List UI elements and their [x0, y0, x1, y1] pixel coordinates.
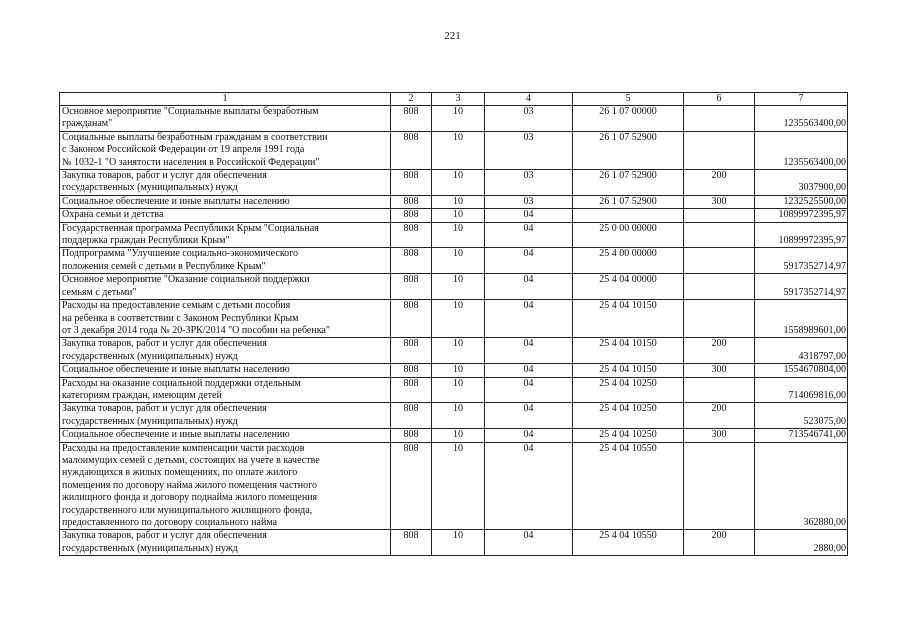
target-article-cell: 26 1 07 52900	[573, 195, 684, 208]
expense-type-cell	[684, 274, 755, 300]
section-code-cell: 10	[432, 403, 485, 429]
expense-name-cell: Социальное обеспечение и иные выплаты населению	[60, 364, 391, 377]
subsection-code-cell: 03	[485, 131, 573, 169]
department-code-cell: 808	[391, 195, 432, 208]
amount-cell: 713546741,00	[755, 429, 848, 442]
department-code-cell: 808	[391, 338, 432, 364]
department-code-cell: 808	[391, 248, 432, 274]
subsection-code-cell: 03	[485, 106, 573, 132]
section-code-cell: 10	[432, 274, 485, 300]
expense-name-cell: Основное мероприятие "Социальные выплаты безработным гражданам"	[60, 106, 391, 132]
header-cell: 2	[391, 93, 432, 106]
table-header-row	[60, 93, 848, 106]
section-code-cell: 10	[432, 195, 485, 208]
subsection-code-cell: 04	[485, 429, 573, 442]
target-article-cell: 25 4 04 10250	[573, 377, 684, 403]
amount-cell: 10899972395,97	[755, 222, 848, 248]
subsection-code-cell: 04	[485, 300, 573, 338]
table-row	[60, 195, 848, 208]
expense-type-cell	[684, 248, 755, 274]
section-code-cell: 10	[432, 170, 485, 196]
subsection-code-cell: 04	[485, 222, 573, 248]
table-row	[60, 364, 848, 377]
header-cell: 7	[755, 93, 848, 106]
target-article-cell: 25 4 04 10250	[573, 403, 684, 429]
department-code-cell: 808	[391, 364, 432, 377]
table-row	[60, 429, 848, 442]
table-row	[60, 377, 848, 403]
expense-type-cell: 200	[684, 403, 755, 429]
target-article-cell: 25 4 00 00000	[573, 248, 684, 274]
expense-type-cell: 200	[684, 338, 755, 364]
expense-type-cell: 200	[684, 530, 755, 556]
target-article-cell: 26 1 07 52900	[573, 170, 684, 196]
department-code-cell: 808	[391, 530, 432, 556]
section-code-cell: 10	[432, 338, 485, 364]
amount-cell: 10899972395,97	[755, 209, 848, 222]
table-row	[60, 222, 848, 248]
amount-cell: 1235563400,00	[755, 131, 848, 169]
section-code-cell: 10	[432, 222, 485, 248]
department-code-cell: 808	[391, 377, 432, 403]
expense-name-cell: Охрана семьи и детства	[60, 209, 391, 222]
table-row	[60, 338, 848, 364]
table-row	[60, 209, 848, 222]
department-code-cell: 808	[391, 274, 432, 300]
department-code-cell: 808	[391, 403, 432, 429]
expense-type-cell	[684, 131, 755, 169]
expense-name-cell: Социальное обеспечение и иные выплаты населению	[60, 195, 391, 208]
table-row	[60, 274, 848, 300]
budget-table	[59, 92, 848, 556]
subsection-code-cell: 04	[485, 209, 573, 222]
department-code-cell: 808	[391, 209, 432, 222]
expense-name-cell: Основное мероприятие "Оказание социальной поддержки семьям с детьми"	[60, 274, 391, 300]
section-code-cell: 10	[432, 377, 485, 403]
expense-type-cell	[684, 377, 755, 403]
table-row	[60, 530, 848, 556]
expense-name-cell: Социальное обеспечение и иные выплаты населению	[60, 429, 391, 442]
expense-name-cell: Государственная программа Республики Крым "Социальная поддержка граждан Республики Крым"	[60, 222, 391, 248]
amount-cell: 1235563400,00	[755, 106, 848, 132]
target-article-cell: 25 4 04 10150	[573, 364, 684, 377]
section-code-cell: 10	[432, 442, 485, 530]
department-code-cell: 808	[391, 170, 432, 196]
expense-type-cell: 300	[684, 364, 755, 377]
expense-name-cell: Подпрограмма "Улучшение социально-экономического положения семей с детьми в Республике Крым"	[60, 248, 391, 274]
page-number: 221	[444, 30, 461, 42]
expense-name-cell: Закупка товаров, работ и услуг для обеспечения государственных (муниципальных) нужд	[60, 403, 391, 429]
subsection-code-cell: 04	[485, 377, 573, 403]
expense-type-cell	[684, 442, 755, 530]
header-cell: 5	[573, 93, 684, 106]
target-article-cell: 26 1 07 00000	[573, 106, 684, 132]
expense-name-cell: Социальные выплаты безработным гражданам в соответствии с Законом Российской Федерации от 19 апреля 1991 года № 1032-1 "О занятости населения в Российской Федерации"	[60, 131, 391, 169]
expense-name-cell: Закупка товаров, работ и услуг для обеспечения государственных (муниципальных) нужд	[60, 170, 391, 196]
header-cell: 3	[432, 93, 485, 106]
expense-type-cell: 300	[684, 195, 755, 208]
section-code-cell: 10	[432, 248, 485, 274]
subsection-code-cell: 04	[485, 403, 573, 429]
department-code-cell: 808	[391, 442, 432, 530]
department-code-cell: 808	[391, 429, 432, 442]
section-code-cell: 10	[432, 530, 485, 556]
target-article-cell: 25 4 04 10150	[573, 338, 684, 364]
expense-type-cell	[684, 106, 755, 132]
section-code-cell: 10	[432, 300, 485, 338]
section-code-cell: 10	[432, 364, 485, 377]
expense-name-cell: Расходы на оказание социальной поддержки отдельным категориям граждан, имеющим детей	[60, 377, 391, 403]
target-article-cell: 25 4 04 10550	[573, 530, 684, 556]
amount-cell: 714069816,00	[755, 377, 848, 403]
target-article-cell: 25 4 04 10150	[573, 300, 684, 338]
subsection-code-cell: 03	[485, 195, 573, 208]
amount-cell: 362880,00	[755, 442, 848, 530]
expense-name-cell: Расходы на предоставление семьям с детьми пособия на ребенка в соответствии с Законом Республики Крым от 3 декабря 2014 года № 20-ЗРК/2014 "О пособии на ребенка"	[60, 300, 391, 338]
expense-name-cell: Расходы на предоставление компенсации части расходов малоимущих семей с детьми, состоящих на учете в качестве нуждающихся в жилых помещениях, по оплате жилого помещения по договору найма жилого помещения частного жилищного фонда и договору поднайма жилого помещения государственного или муниципального жилищного фонда, предоставленного по договору социального найма	[60, 442, 391, 530]
section-code-cell: 10	[432, 131, 485, 169]
header-cell: 4	[485, 93, 573, 106]
target-article-cell: 25 4 04 10550	[573, 442, 684, 530]
header-cell: 6	[684, 93, 755, 106]
expense-type-cell: 300	[684, 429, 755, 442]
target-article-cell: 25 0 00 00000	[573, 222, 684, 248]
section-code-cell: 10	[432, 106, 485, 132]
expense-name-cell: Закупка товаров, работ и услуг для обеспечения государственных (муниципальных) нужд	[60, 530, 391, 556]
department-code-cell: 808	[391, 222, 432, 248]
section-code-cell: 10	[432, 209, 485, 222]
table-row	[60, 442, 848, 530]
amount-cell: 1232525500,00	[755, 195, 848, 208]
amount-cell: 1558989601,00	[755, 300, 848, 338]
subsection-code-cell: 04	[485, 338, 573, 364]
amount-cell: 1554670804,00	[755, 364, 848, 377]
subsection-code-cell: 04	[485, 274, 573, 300]
expense-name-cell: Закупка товаров, работ и услуг для обеспечения государственных (муниципальных) нужд	[60, 338, 391, 364]
target-article-cell: 25 4 04 00000	[573, 274, 684, 300]
department-code-cell: 808	[391, 106, 432, 132]
section-code-cell: 10	[432, 429, 485, 442]
amount-cell: 5917352714,97	[755, 248, 848, 274]
target-article-cell: 26 1 07 52900	[573, 131, 684, 169]
subsection-code-cell: 04	[485, 442, 573, 530]
amount-cell: 523075,00	[755, 403, 848, 429]
table-row	[60, 248, 848, 274]
department-code-cell: 808	[391, 131, 432, 169]
target-article-cell	[573, 209, 684, 222]
amount-cell: 2880,00	[755, 530, 848, 556]
target-article-cell: 25 4 04 10250	[573, 429, 684, 442]
table-row	[60, 300, 848, 338]
table-row	[60, 403, 848, 429]
header-cell: 1	[60, 93, 391, 106]
expense-type-cell	[684, 300, 755, 338]
amount-cell: 4318797,00	[755, 338, 848, 364]
table-row	[60, 131, 848, 169]
subsection-code-cell: 03	[485, 170, 573, 196]
amount-cell: 5917352714,97	[755, 274, 848, 300]
amount-cell: 3037900,00	[755, 170, 848, 196]
expense-type-cell	[684, 209, 755, 222]
expense-type-cell: 200	[684, 170, 755, 196]
subsection-code-cell: 04	[485, 364, 573, 377]
expense-type-cell	[684, 222, 755, 248]
subsection-code-cell: 04	[485, 248, 573, 274]
department-code-cell: 808	[391, 300, 432, 338]
subsection-code-cell: 04	[485, 530, 573, 556]
table-row	[60, 106, 848, 132]
table-row	[60, 170, 848, 196]
